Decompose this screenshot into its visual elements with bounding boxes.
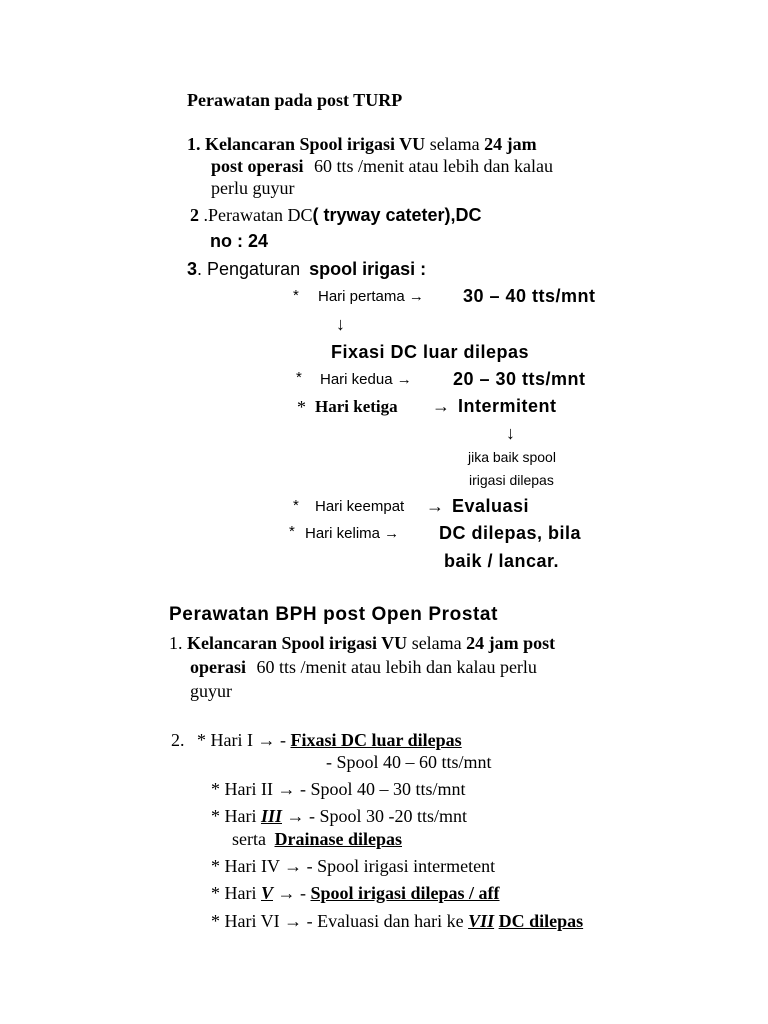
bph-day2-line: * Hari II → - Spool 40 – 30 tts/mnt bbox=[211, 779, 466, 799]
bph-day1-spool: - Spool 40 – 60 tts/mnt bbox=[326, 752, 492, 772]
item-text: 24 jam bbox=[484, 134, 537, 154]
item-text: * Hari bbox=[211, 883, 257, 903]
item-text: V bbox=[260, 883, 273, 903]
item-text: VII bbox=[468, 911, 495, 931]
item-text: * Hari bbox=[211, 806, 257, 826]
item-text: Fixasi DC luar dilepas bbox=[290, 730, 462, 750]
item-text: → - bbox=[277, 883, 306, 903]
schedule-day3-value: Intermitent bbox=[458, 396, 557, 416]
item-text: Kelancaran Spool irigasi VU bbox=[187, 633, 408, 653]
schedule-day4-value: Evaluasi bbox=[452, 496, 530, 516]
item-text: * Hari VI → - Evaluasi dan hari ke bbox=[211, 911, 464, 931]
bph-day3-drainase bbox=[232, 830, 402, 848]
item-text: post operasi bbox=[211, 156, 304, 176]
schedule-day4-label: Hari keempat bbox=[315, 498, 405, 515]
item-text: ( tryway cateter),DC bbox=[312, 205, 482, 225]
item-text: . Pengaturan bbox=[197, 259, 301, 279]
turp-item-3 bbox=[187, 260, 426, 278]
item-text: Kelancaran Spool irigasi VU bbox=[205, 134, 426, 154]
section-title-bph: Perawatan BPH post Open Prostat bbox=[169, 604, 499, 625]
schedule-day1-label: Hari pertama → bbox=[318, 288, 424, 305]
schedule-day3-note-1: jika baik spool bbox=[468, 449, 556, 465]
bph-item-1-line-2 bbox=[190, 658, 537, 676]
item-text: DC dilepas bbox=[498, 911, 584, 931]
schedule-day5-label: Hari kelima → bbox=[305, 525, 400, 542]
bph-day1-line bbox=[197, 731, 462, 749]
bph-item-2-number: 2. bbox=[171, 730, 185, 750]
item-text: → - Spool 30 -20 tts/mnt bbox=[286, 806, 468, 826]
arrow-right: → bbox=[426, 496, 444, 516]
bph-item-1-line-1 bbox=[169, 634, 555, 652]
item-text: selama bbox=[411, 633, 462, 653]
item-text: serta bbox=[232, 829, 266, 849]
schedule-day1-value: 30 – 40 tts/mnt bbox=[463, 286, 596, 306]
bph-day6-line bbox=[211, 912, 583, 930]
arrow-right: → bbox=[432, 396, 450, 416]
item-number: 1. bbox=[187, 134, 201, 154]
turp-item-2-line-2: no : 24 bbox=[210, 231, 269, 251]
item-text: spool irigasi : bbox=[309, 259, 427, 279]
schedule-day5-value-1: DC dilepas, bila bbox=[439, 523, 582, 543]
bullet: * bbox=[297, 397, 306, 417]
schedule-day3-note-2: irigasi dilepas bbox=[469, 472, 554, 488]
item-text: 60 tts /menit atau lebih dan kalau bbox=[314, 156, 553, 176]
bph-day4-line: * Hari IV → - Spool irigasi intermetent bbox=[211, 856, 496, 876]
item-text: 24 jam post bbox=[466, 633, 556, 653]
arrow-down: ↓ bbox=[336, 314, 345, 334]
schedule-day1-note: Fixasi DC luar dilepas bbox=[331, 342, 530, 362]
bullet: * bbox=[293, 287, 299, 304]
section-title-turp: Perawatan pada post TURP bbox=[187, 90, 403, 110]
bullet: * bbox=[293, 497, 299, 514]
schedule-day3-label: Hari ketiga bbox=[315, 397, 398, 416]
item-text: Drainase dilepas bbox=[274, 829, 402, 849]
item-text: 60 tts /menit atau lebih dan kalau perlu bbox=[256, 657, 537, 677]
item-text: Spool irigasi dilepas / aff bbox=[310, 883, 500, 903]
bph-item-1-line-3: guyur bbox=[190, 681, 232, 701]
turp-item-1-line-2 bbox=[211, 157, 553, 175]
turp-item-2-line-1 bbox=[190, 206, 482, 224]
item-text: operasi bbox=[190, 657, 246, 677]
schedule-day5-value-2: baik / lancar. bbox=[444, 551, 560, 571]
schedule-day2-value: 20 – 30 tts/mnt bbox=[453, 369, 586, 389]
arrow-down: ↓ bbox=[506, 423, 515, 443]
turp-item-1-line-3: perlu guyur bbox=[211, 178, 295, 198]
turp-item-1-line-1 bbox=[187, 135, 537, 153]
item-text: III bbox=[260, 806, 282, 826]
item-text: .Perawatan DC bbox=[203, 205, 313, 225]
item-text: * Hari I → - bbox=[197, 730, 286, 750]
bph-day5-line bbox=[211, 884, 500, 902]
schedule-day2-label: Hari kedua → bbox=[320, 371, 412, 388]
item-text: selama bbox=[429, 134, 480, 154]
bullet: * bbox=[289, 523, 295, 540]
bph-day3-line bbox=[211, 807, 467, 825]
item-number: 3 bbox=[187, 259, 198, 279]
bullet: * bbox=[296, 369, 302, 386]
item-number: 2 bbox=[190, 205, 199, 225]
item-number: 1. bbox=[169, 633, 183, 653]
